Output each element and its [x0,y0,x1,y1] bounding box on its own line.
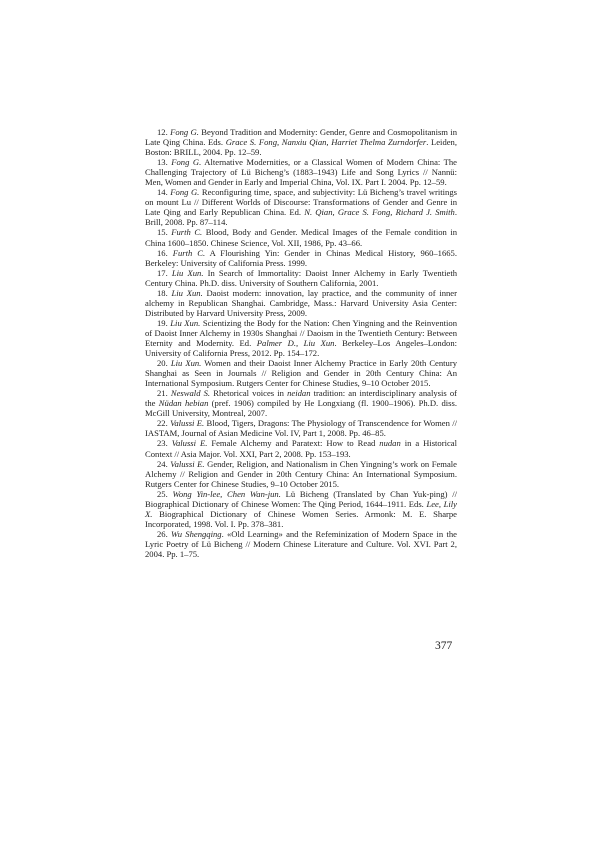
reference-text: 25. [157,488,173,499]
reference-text: 19. [157,317,171,328]
reference-text: Scientizing the Body for the Nation: Chen Yingning and the Reinvention of Daoist Inner Alchemy in 1930s Shanghai // Daoism in the Twentieth Century: Between Eternity and Modernity. Ed. [145,317,457,348]
reference-italic-text: Wong Yin-lee, Chen Wan-jun. [172,488,281,499]
reference-item [145,268,457,288]
reference-italic-text: Liu Xun. [170,317,201,328]
reference-text: Beyond Tradition and Modernity: Gender, Genre and Cosmopolitanism in Late Qing China. Eds. [145,127,457,148]
reference-item [145,157,457,187]
reference-italic-text: Fong G. [171,157,202,168]
reference-text: 18. [157,287,172,298]
reference-text: Women and their Daoist Inner Alchemy Practice in Early 20th Century Shanghai as Seen in Journals // Religion and Gender in 20th Century China: An International Symposium. Rutgers Center for Chinese Studies, 9–10 October 2015. [145,358,457,389]
reference-italic-text: Lee, Lily X. [145,498,457,519]
reference-text: . Leiden, Boston: BRILL, 2004. Pp. 12–59. [145,137,458,158]
reference-item [145,318,457,358]
reference-text: Alternative Modernities, or a Classical Women of Modern China: The Challenging Trajectory of Lü Bicheng’s (1883–1943) Life and Song Lyrics // Nannü: Men, Women and Gender in Early and Imperial China, Vol. IX. Part I. 2004. Pp. 12–59. [145,157,457,188]
reference-text: 21. [157,388,171,399]
reference-text: . Berkeley–Los Angeles–London: University of California Press, 2012. Pp. 154–172. [145,337,457,359]
reference-italic-text: Fong G. [170,127,199,137]
reference-text: . Brill, 2008. Pp. 87–114. [145,207,457,228]
reference-item [145,127,457,157]
reference-text: 14. [157,187,171,198]
reference-italic-text: Palmer D., Liu Xun [256,337,335,348]
reference-text: 15. [157,227,172,238]
reference-italic-text: Liu Xun. [171,287,203,298]
reference-text: Blood, Tigers, Dragons: The Physiology of Transcendence for Women // IASTAM, Journal of Asian Medicine Vol. IV, Part 1, 2008. Pp. 46–85. [145,418,457,439]
reference-item [145,459,457,489]
reference-text: A Flourishing Yin: Gender in Chinas Medical History, 960–1665. Berkeley: University of California Press. 1999. [145,247,458,268]
reference-item [145,227,457,247]
reference-item [145,358,457,388]
reference-italic-text: N. Qian, Grace S. Fong, Richard J. Smith [304,207,455,218]
reference-text: tradition: an interdisciplinary analysis of the [145,388,458,409]
reference-text: 20. [157,358,171,369]
reference-text: Reconfiguring time, space, and subjectivity: Lü Bicheng’s travel writings on mount Lu // Different Worlds of Discourse: Transformations of Gender and Genre in Late Qing and Early Republican China. Ed. [145,187,457,218]
reference-text: 12. [157,127,171,137]
reference-italic-text: Valussi E. [170,458,205,469]
reference-text: (pref. 1906) compiled by He Longxiang (fl. 1900–1906). Ph.D. diss. McGill University, Montreal, 2007. [145,398,457,419]
reference-italic-text: Wu Shengqing [171,528,222,539]
reference-text: In Search of Immortality: Daoist Inner Alchemy in Early Twentieth Century China. Ph.D. diss. University of Southern California, 2001. [145,267,458,288]
reference-italic-text: neidan [287,388,311,399]
reference-text: 26. [157,528,172,539]
reference-item [145,438,457,458]
reference-item [145,388,457,418]
reference-item [145,489,457,529]
reference-item [145,529,457,559]
page-number: 377 [435,640,453,652]
reference-text: in a Historical Context // Asia Major. Vol. XXI, Part 2, 2008. Pp. 153–193. [145,438,457,459]
reference-italic-text: Liu Xun. [171,267,204,278]
reference-text: . «Old Learning» and the Refeminization of Modern Space in the Lyric Poetry of Lü Bicheng // Modern Chinese Literature and Culture. Vol. XVI. Part 2, 2004. Pp. 1–75. [145,528,457,559]
reference-item [145,248,457,268]
reference-text: Lü Bicheng (Translated by Chan Yuk-ping) // Biographical Dictionary of Chinese Women: The Qing Period, 1644–1911. Eds. [145,488,457,509]
reference-italic-text: Furth C. [171,227,203,238]
reference-text: 16. [157,247,173,258]
reference-text: Biographical Dictionary of Chinese Women Series. Armonk: M. E. Sharpe Incorporated, 1998. Vol. I. Pp. 378–381. [145,508,457,529]
reference-italic-text: Nüdan hebian [158,398,209,409]
reference-item [145,418,457,438]
reference-text: Daoist modern: innovation, lay practice, and the community of inner alchemy in Republican Shanghai. Cambridge, Mass.: Harvard University Asia Center: Distributed by Harvard University Press, 2009. [145,287,457,318]
reference-italic-text: nudan [379,438,401,449]
reference-list [145,127,457,559]
reference-text: 17. [157,267,172,278]
reference-text: Blood, Body and Gender. Medical Images of the Female condition in China 1600–1850. Chinese Science, Vol. XII, 1986, Pp. 43–66. [145,227,458,248]
reference-text: 22. [157,418,171,429]
reference-italic-text: Grace S. Fong, Nanxiu Qian, Harriet Thelma Zurndorfer [225,137,427,148]
reference-text: 13. [157,157,172,168]
reference-italic-text: Fong G. [170,187,200,198]
reference-italic-text: Valussi E. [170,418,205,429]
reference-italic-text: Neswald S. [170,388,211,399]
reference-text: 23. [157,438,172,449]
reference-text: Gender, Religion, and Nationalism in Chen Yingning’s work on Female Alchemy // Religion and Gender in 20th Century China: An International Symposium. Rutgers Center for Chinese Studies, 9–10 October 2015. [145,458,457,489]
reference-text: 24. [157,458,171,469]
reference-text: Rhetorical voices in [210,388,288,399]
reference-italic-text: Furth C. [172,247,206,258]
reference-italic-text: Valussi E. [171,438,208,449]
reference-item [145,187,457,227]
reference-italic-text: Liu Xun. [170,358,202,369]
reference-item [145,288,457,318]
reference-text: Female Alchemy and Paratext: How to Read [207,438,380,449]
